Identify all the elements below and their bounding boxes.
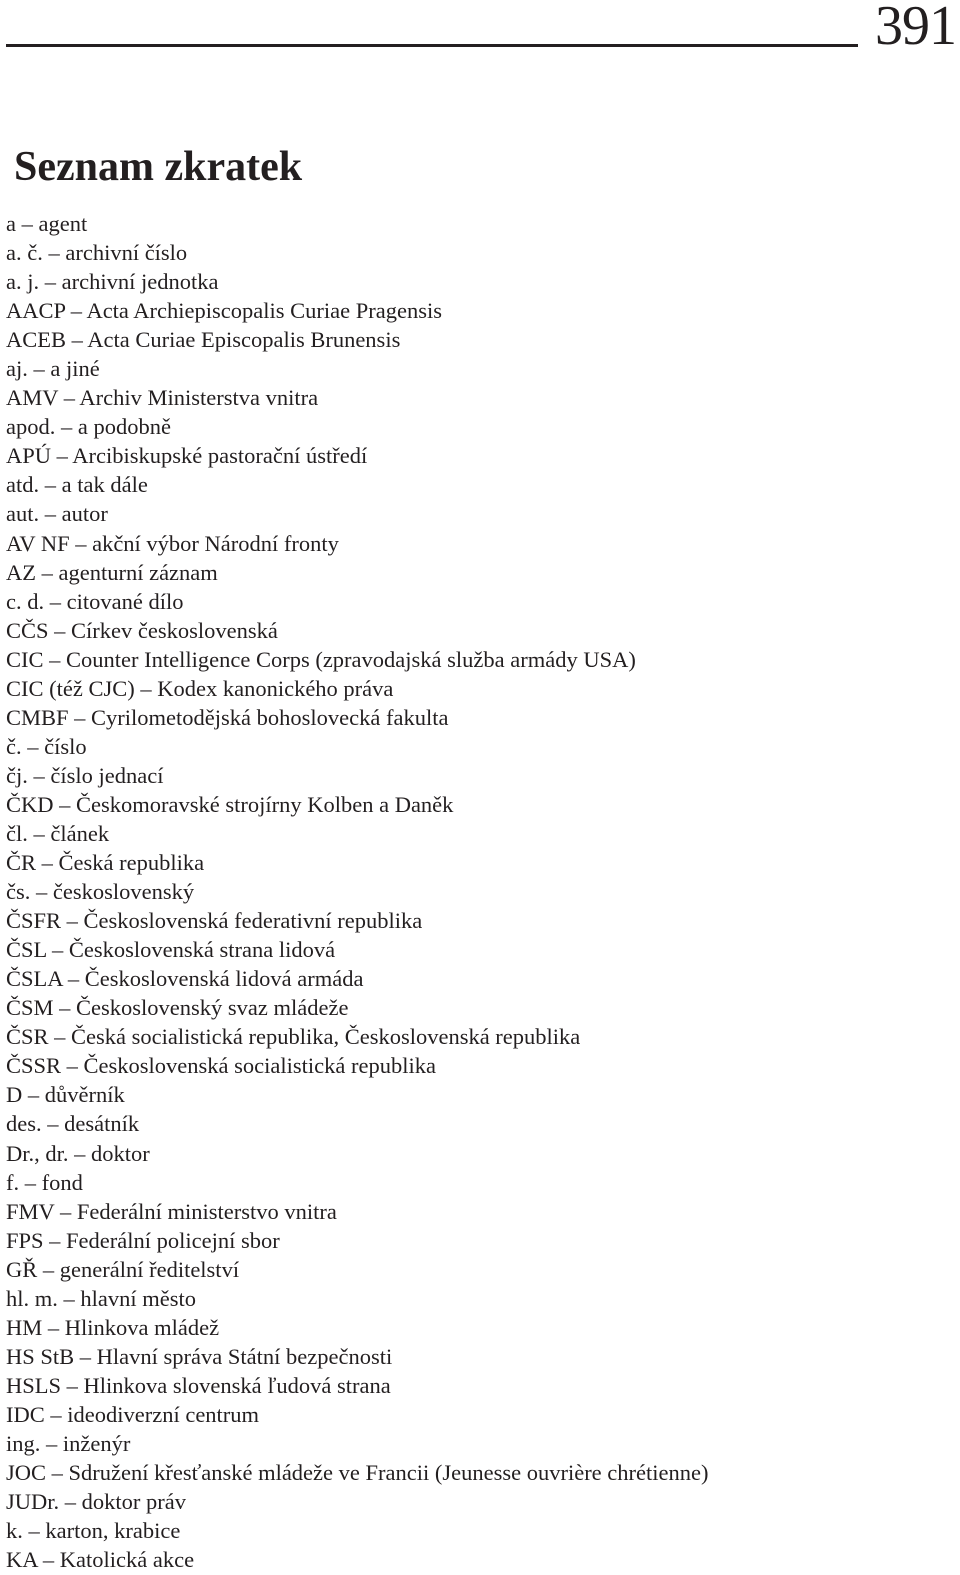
abbreviation-entry: f. – fond [6, 1169, 83, 1195]
abbreviation-entry: AMV – Archiv Ministerstva vnitra [6, 385, 319, 411]
abbreviation-entry: ČSL – Československá strana lidová [6, 937, 336, 963]
abbreviation-entry: čl. – článek [6, 820, 110, 846]
abbreviation-entry: D – důvěrník [6, 1082, 125, 1108]
abbreviation-entry: ČSR – Česká socialistická republika, Československá republika [6, 1024, 581, 1050]
abbreviation-entry: CČS – Církev československá [6, 617, 278, 643]
abbreviation-entry: a – agent [6, 211, 88, 236]
abbreviation-entry: AACP – Acta Archiepiscopalis Curiae Pragensis [6, 298, 442, 324]
abbreviation-entry: č. – číslo [6, 733, 87, 759]
abbreviation-entry: CIC (též CJC) – Kodex kanonického práva [6, 675, 394, 701]
abbreviation-entry: FPS – Federální policejní sbor [6, 1227, 280, 1253]
abbreviation-entry: HS StB – Hlavní správa Státní bezpečnosti [6, 1343, 393, 1369]
abbreviation-entry: ČSM – Československý svaz mládeže [6, 995, 349, 1021]
abbreviation-entry: Dr., dr. – doktor [6, 1140, 150, 1166]
abbreviation-entry: k. – karton, krabice [6, 1518, 181, 1544]
abbreviation-entry: c. d. – citované dílo [6, 588, 184, 614]
abbreviation-entry: a. č. – archivní číslo [6, 240, 188, 266]
abbreviation-entry: FMV – Federální ministerstvo vnitra [6, 1198, 337, 1224]
abbreviation-entry: ing. – inženýr [6, 1430, 131, 1456]
abbreviation-entry: ČSSR – Československá socialistická republika [6, 1053, 436, 1079]
abbreviation-entry: JUDr. – doktor práv [6, 1489, 186, 1515]
abbreviation-entry: CMBF – Cyrilometodějská bohoslovecká fakulta [6, 704, 449, 730]
abbreviation-entry: des. – desátník [6, 1111, 140, 1137]
abbreviation-entry: ČSLA – Československá lidová armáda [6, 966, 364, 992]
abbreviation-entry: CIC – Counter Intelligence Corps (zpravodajská služba armády USA) [6, 646, 636, 672]
abbreviation-entry: apod. – a podobně [6, 414, 171, 440]
abbreviation-entry: ACEB – Acta Curiae Episcopalis Brunensis [6, 327, 401, 353]
abbreviation-entry: čj. – číslo jednací [6, 762, 164, 788]
abbreviation-entry: hl. m. – hlavní město [6, 1285, 196, 1311]
abbreviation-entry: AZ – agenturní záznam [6, 559, 218, 585]
abbreviation-entry: ČR – Česká republika [6, 850, 205, 876]
abbreviation-list [6, 209, 708, 1574]
abbreviation-entry: atd. – a tak dále [6, 472, 148, 498]
abbreviation-entry: KA – Katolická akce [6, 1547, 195, 1573]
abbreviation-entry: ČSFR – Československá federativní republika [6, 908, 423, 934]
header-rule [6, 44, 858, 47]
abbreviation-entry: JOC – Sdružení křesťanské mládeže ve Francii (Jeunesse ouvrière chrétienne) [6, 1460, 709, 1486]
page-title: Seznam zkratek [14, 144, 303, 190]
abbreviation-entry: aut. – autor [6, 501, 108, 527]
abbreviation-entry: a. j. – archivní jednotka [6, 269, 219, 295]
abbreviation-entry: ČKD – Českomoravské strojírny Kolben a Daněk [6, 791, 454, 817]
abbreviation-entry: čs. – československý [6, 879, 195, 905]
abbreviation-entry: AV NF – akční výbor Národní fronty [6, 530, 339, 556]
abbreviation-entry: HSLS – Hlinkova slovenská ľudová strana [6, 1372, 391, 1398]
abbreviation-entry: APÚ – Arcibiskupské pastorační ústředí [6, 443, 368, 469]
page-number: 391 [875, 0, 956, 57]
abbreviation-entry: IDC – ideodiverzní centrum [6, 1401, 260, 1427]
abbreviation-entry: HM – Hlinkova mládež [6, 1314, 220, 1340]
abbreviation-entry: aj. – a jiné [6, 356, 100, 382]
abbreviation-entry: GŘ – generální ředitelství [6, 1256, 240, 1282]
